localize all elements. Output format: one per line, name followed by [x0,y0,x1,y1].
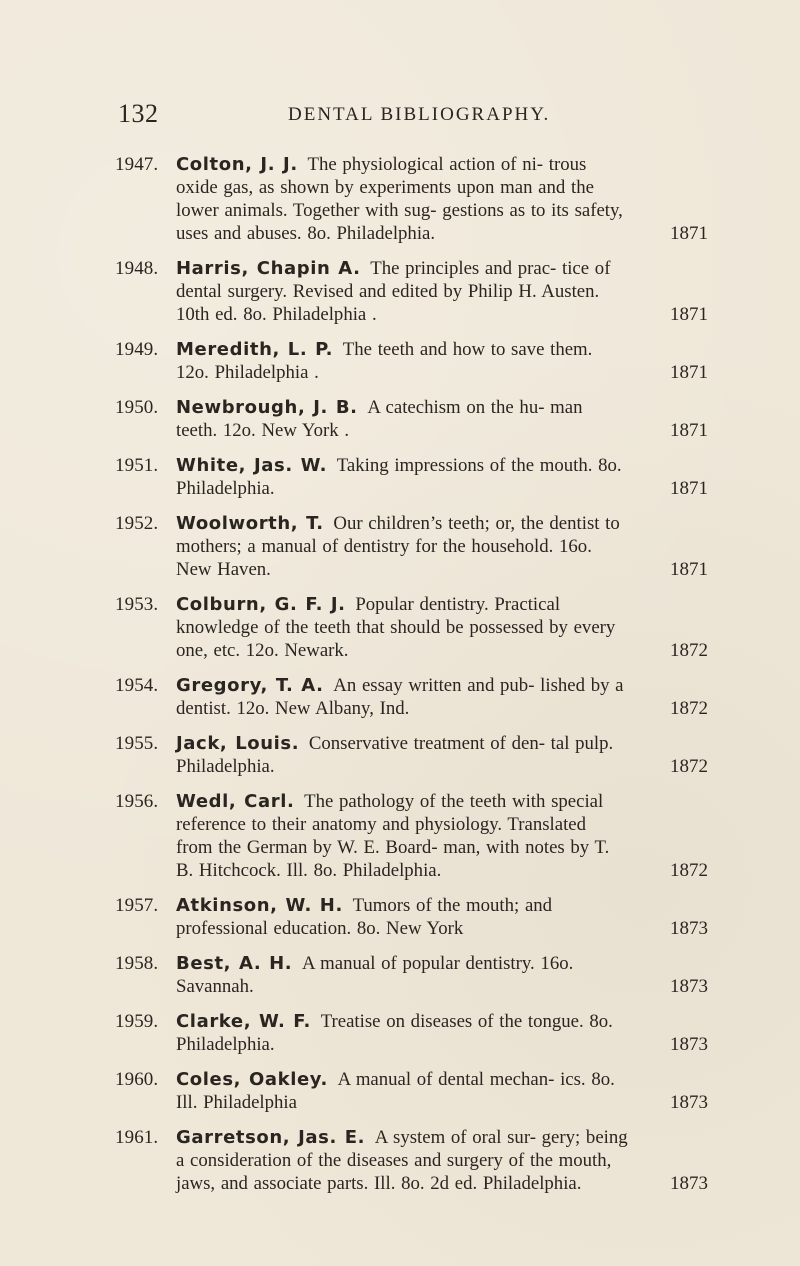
entry-author: Atkinson, W. H. [176,895,343,916]
entry-title: The teeth and how to save them. 12o. Philadelphia . [176,339,593,383]
entry-number: 1952. [115,513,159,534]
running-head: DENTAL BIBLIOGRAPHY. [288,104,551,125]
entry-author: Clarke, W. F. [176,1011,311,1032]
entry-number: 1951. [115,455,159,476]
entry-author: Best, A. H. [176,953,293,974]
page-header [118,98,678,130]
bibliography-entry [115,1126,710,1195]
entry-body [176,1068,708,1114]
entry-number: 1948. [115,258,159,279]
entry-body [176,894,708,940]
entry-title: Treatise on diseases of the tongue. 8o. Philadelphia. [176,1011,613,1055]
entry-author: Jack, Louis. [176,733,300,754]
entry-year: 1871 [670,223,708,244]
entry-year: 1871 [670,478,708,499]
entry-author: Garretson, Jas. E. [176,1127,366,1148]
entry-title: An essay written and pub- lished by a dentist. 12o. New Albany, Ind. [176,675,624,719]
entry-body [176,1010,708,1056]
entry-title: A manual of dental mechan- ics. 8o. Ill. Philadelphia [176,1069,615,1113]
entry-year: 1871 [670,304,708,325]
entry-year: 1872 [670,860,708,881]
entry-body [176,732,708,778]
page-number: 132 [118,99,159,128]
entry-title: The principles and prac- tice of dental surgery. Revised and edited by Philip H. Austen. 10th ed. 8o. Philadelphia . [176,258,611,325]
entry-body [176,952,708,998]
entry-number: 1955. [115,733,159,754]
entry-number: 1949. [115,339,159,360]
bibliography-entry [115,512,710,581]
entry-body [176,593,708,662]
entry-author: Meredith, L. P. [176,339,334,360]
entry-year: 1872 [670,698,708,719]
entry-author: Woolworth, T. [176,513,324,534]
entry-number: 1956. [115,791,159,812]
entry-body [176,396,708,442]
entry-author: Newbrough, J. B. [176,397,358,418]
entry-title: Conservative treatment of den- tal pulp. Philadelphia. [176,733,614,777]
entry-title: The physiological action of ni- trous oxide gas, as shown by experiments upon man and the lower animals. Together with sug- gestions as to its safety, uses and abuses. 8o. Philadelphia. [176,154,623,244]
entry-number: 1957. [115,895,159,916]
entry-year: 1871 [670,420,708,441]
bibliography-entry [115,732,710,778]
entry-number: 1959. [115,1011,159,1032]
entry-title: Taking impressions of the mouth. 8o. Philadelphia. [176,455,622,499]
entry-body [176,790,708,882]
entry-year: 1871 [670,362,708,383]
bibliography-entry [115,1010,710,1056]
entry-author: Colburn, G. F. J. [176,594,346,615]
entry-body [176,153,708,245]
entry-number: 1953. [115,594,159,615]
entry-title: The pathology of the teeth with special reference to their anatomy and physiology. Translated from the German by W. E. Board- man, with notes by T. B. Hitchcock. Ill. 8o. Philadelphia. [176,791,610,881]
bibliography-entry [115,894,710,940]
entry-year: 1871 [670,559,708,580]
entry-year: 1872 [670,640,708,661]
entry-author: White, Jas. W. [176,455,328,476]
entry-title: A system of oral sur- gery; being a consideration of the diseases and surgery of the mouth, jaws, and associate parts. Ill. 8o. 2d ed. Philadelphia. [176,1127,628,1194]
bibliography-entry [115,338,710,384]
bibliography-entry [115,153,710,245]
entry-author: Colton, J. J. [176,154,298,175]
bibliography-list [115,153,710,1207]
entry-year: 1873 [670,976,708,997]
entry-title: Tumors of the mouth; and professional education. 8o. New York [176,895,553,939]
entry-title: A catechism on the hu- man teeth. 12o. New York . [176,397,583,441]
entry-title: A manual of popular dentistry. 16o. Savannah. [176,953,574,997]
entry-body [176,257,708,326]
entry-author: Wedl, Carl. [176,791,295,812]
bibliography-entry [115,593,710,662]
bibliography-entry [115,1068,710,1114]
entry-author: Harris, Chapin A. [176,258,361,279]
entry-body [176,454,708,500]
entry-body [176,674,708,720]
entry-year: 1873 [670,918,708,939]
entry-author: Coles, Oakley. [176,1069,328,1090]
bibliography-entry [115,454,710,500]
entry-author: Gregory, T. A. [176,675,324,696]
entry-title: Our children’s teeth; or, the dentist to mothers; a manual of dentistry for the household. 16o. New Haven. [176,513,620,580]
bibliography-entry [115,396,710,442]
bibliography-entry [115,674,710,720]
entry-body [176,1126,708,1195]
entry-year: 1873 [670,1173,708,1194]
entry-number: 1947. [115,154,159,175]
entry-body [176,512,708,581]
entry-title: Popular dentistry. Practical knowledge of the teeth that should be possessed by every one, etc. 12o. Newark. [176,594,616,661]
entry-number: 1961. [115,1127,159,1148]
entry-year: 1872 [670,756,708,777]
entry-number: 1954. [115,675,159,696]
entry-number: 1960. [115,1069,159,1090]
entry-number: 1958. [115,953,159,974]
entry-year: 1873 [670,1034,708,1055]
bibliography-entry [115,790,710,882]
entry-year: 1873 [670,1092,708,1113]
bibliography-entry [115,952,710,998]
bibliography-entry [115,257,710,326]
entry-body [176,338,708,384]
entry-number: 1950. [115,397,159,418]
